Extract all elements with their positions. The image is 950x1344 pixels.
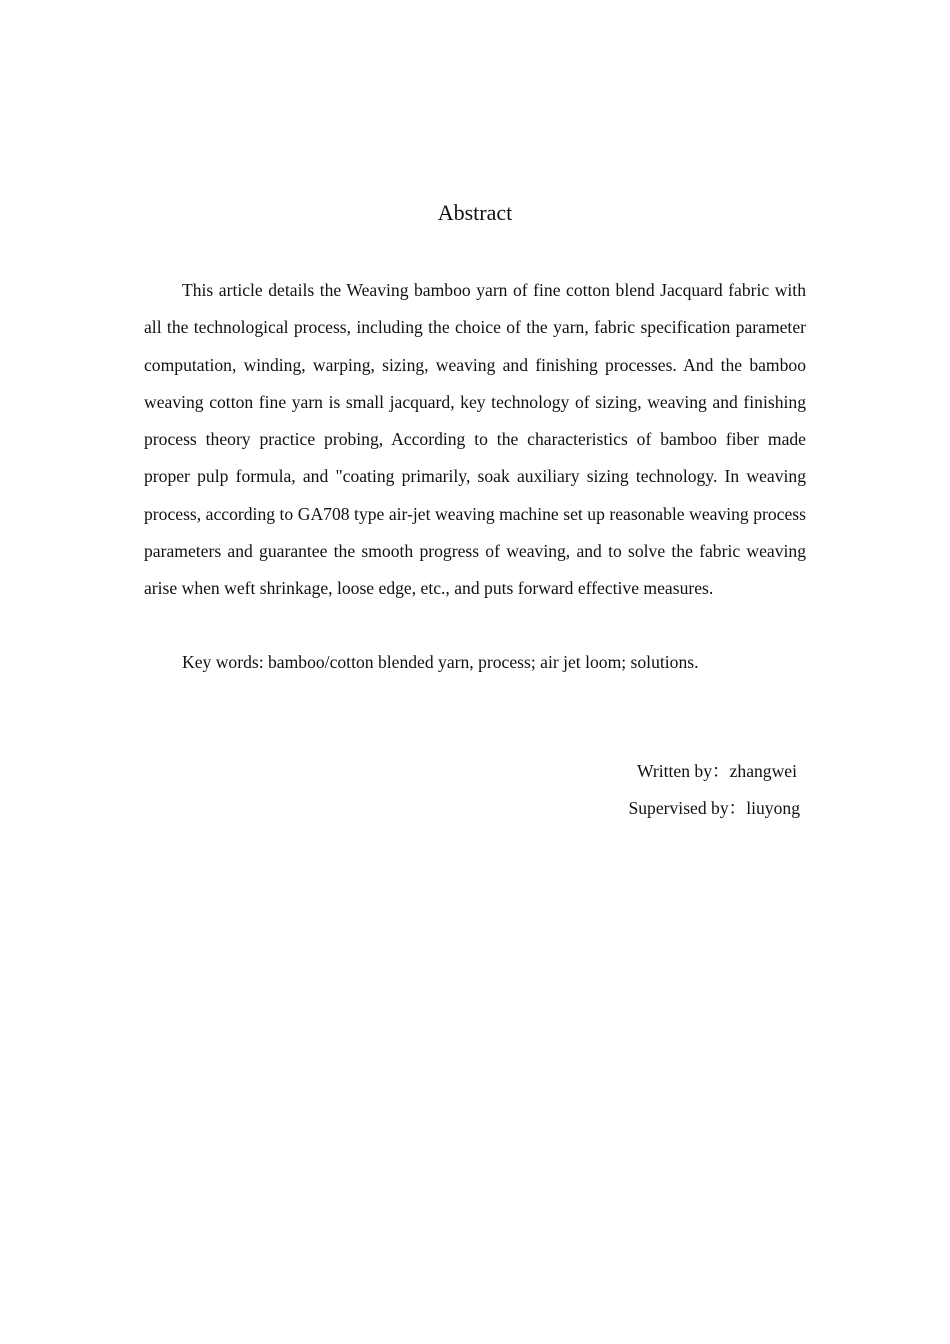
keywords-line: Key words: bamboo/cotton blended yarn, process; air jet loom; solutions.	[182, 652, 699, 672]
supervised-by-line: Supervised by：liuyong	[628, 798, 800, 818]
page-title: Abstract	[437, 200, 513, 225]
written-by-line: Written by：zhangwei	[636, 761, 797, 781]
abstract-paragraph: This article details the Weaving bamboo yarn of fine cotton blend Jacquard fabric with all the technological process, including the choice of the yarn, fabric specification parameter computation, winding, warping, sizing, weaving and finishing processes. And the bamboo weaving cotton fine yarn is small jacquard, key technology of sizing, weaving and finishing process theory practice probing, According to the characteristics of bamboo fiber made proper pulp formula, and "coating primarily, soak auxiliary sizing technology. In weaving process, according to GA708 type air-jet weaving machine set up reasonable weaving process parameters and guarantee the smooth progress of weaving, and to solve the fabric weaving arise when weft shrinkage, loose edge, etc., and puts forward effective measures.	[144, 280, 806, 599]
